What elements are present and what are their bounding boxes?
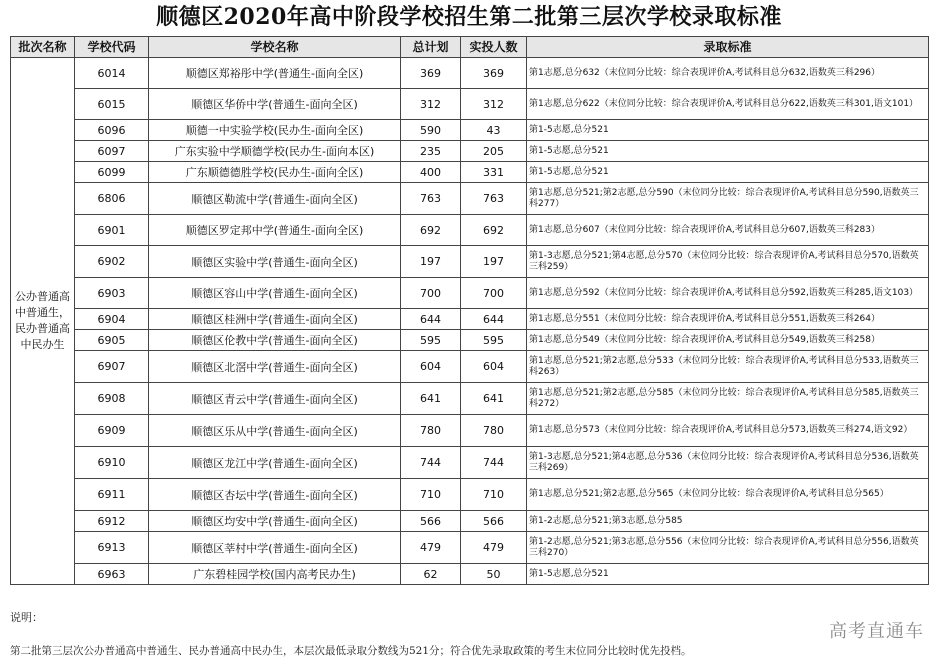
admission-standard-cell: 第1志愿,总分622（末位同分比较：综合表现评价A,考试科目总分622,语数英三科301,语文101） [527, 89, 929, 120]
admission-standard-cell: 第1志愿,总分551（末位同分比较：综合表现评价A,考试科目总分551,语数英三科264） [527, 309, 929, 330]
table-row [11, 415, 929, 447]
total-plan-cell: 710 [401, 479, 461, 511]
school-name-cell: 顺德区杏坛中学(普通生-面向全区) [149, 479, 401, 511]
admission-standard-cell: 第1-2志愿,总分521;第3志愿,总分585 [527, 511, 929, 532]
admission-standard-cell: 第1志愿,总分549（末位同分比较：综合表现评价A,考试科目总分549,语数英三科258） [527, 330, 929, 351]
table-header-row [11, 37, 929, 58]
school-code-cell: 6097 [75, 141, 149, 162]
header-school-code: 学校代码 [75, 37, 149, 58]
header-total-plan: 总计划 [401, 37, 461, 58]
applicants-cell: 692 [461, 215, 527, 246]
total-plan-cell: 590 [401, 120, 461, 141]
applicants-cell: 604 [461, 351, 527, 383]
total-plan-cell: 644 [401, 309, 461, 330]
school-code-cell: 6908 [75, 383, 149, 415]
school-name-cell: 顺德区青云中学(普通生-面向全区) [149, 383, 401, 415]
school-name-cell: 顺德一中实验学校(民办生-面向全区) [149, 120, 401, 141]
table-row [11, 215, 929, 246]
header-applicants: 实投人数 [461, 37, 527, 58]
table-row [11, 447, 929, 479]
school-code-cell: 6913 [75, 532, 149, 564]
total-plan-cell: 763 [401, 183, 461, 215]
total-plan-cell: 700 [401, 278, 461, 309]
school-code-cell: 6099 [75, 162, 149, 183]
batch-category-cell: 公办普通高中普通生，民办普通高中民办生 [11, 58, 75, 585]
school-name-cell: 顺德区北滘中学(普通生-面向全区) [149, 351, 401, 383]
admission-standard-cell: 第1志愿,总分521;第2志愿,总分590（末位同分比较：综合表现评价A,考试科目总分590,语数英三科277） [527, 183, 929, 215]
school-name-cell: 顺德区容山中学(普通生-面向全区) [149, 278, 401, 309]
admission-standard-cell: 第1-5志愿,总分521 [527, 141, 929, 162]
school-code-cell: 6902 [75, 246, 149, 278]
table-row [11, 511, 929, 532]
school-code-cell: 6907 [75, 351, 149, 383]
admission-standard-cell: 第1-5志愿,总分521 [527, 564, 929, 585]
school-name-cell: 顺德区伦教中学(普通生-面向全区) [149, 330, 401, 351]
applicants-cell: 331 [461, 162, 527, 183]
total-plan-cell: 604 [401, 351, 461, 383]
admission-standard-cell: 第1-3志愿,总分521;第4志愿,总分570（末位同分比较：综合表现评价A,考试科目总分570,语数英三科259） [527, 246, 929, 278]
header-school-name: 学校名称 [149, 37, 401, 58]
applicants-cell: 479 [461, 532, 527, 564]
total-plan-cell: 744 [401, 447, 461, 479]
school-name-cell: 顺德区龙江中学(普通生-面向全区) [149, 447, 401, 479]
applicants-cell: 205 [461, 141, 527, 162]
total-plan-cell: 595 [401, 330, 461, 351]
school-name-cell: 顺德区乐从中学(普通生-面向全区) [149, 415, 401, 447]
note-text: 第二批第三层次公办普通高中普通生、民办普通高中民办生，本层次最低录取分数线为521分；符合优先录取政策的考生末位同分比较时优先投档。 [10, 645, 692, 657]
total-plan-cell: 400 [401, 162, 461, 183]
applicants-cell: 744 [461, 447, 527, 479]
header-admission-standard: 录取标准 [527, 37, 929, 58]
school-code-cell: 6912 [75, 511, 149, 532]
school-code-cell: 6903 [75, 278, 149, 309]
total-plan-cell: 780 [401, 415, 461, 447]
admission-standard-cell: 第1志愿,总分521;第2志愿,总分585（末位同分比较：综合表现评价A,考试科目总分585,语数英三科272） [527, 383, 929, 415]
table-row [11, 330, 929, 351]
applicants-cell: 566 [461, 511, 527, 532]
page-title: 顺德区2020年高中阶段学校招生第二批第三层次学校录取标准 [156, 4, 782, 30]
admission-standard-cell: 第1志愿,总分521;第2志愿,总分565（末位同分比较：综合表现评价A,考试科目总分565） [527, 479, 929, 511]
admission-standard-cell: 第1-2志愿,总分521;第3志愿,总分556（末位同分比较：综合表现评价A,考试科目总分556,语数英三科270） [527, 532, 929, 564]
table-row [11, 162, 929, 183]
admission-standard-cell: 第1志愿,总分592（末位同分比较：综合表现评价A,考试科目总分592,语数英三科285,语文103） [527, 278, 929, 309]
applicants-cell: 700 [461, 278, 527, 309]
school-code-cell: 6910 [75, 447, 149, 479]
school-code-cell: 6911 [75, 479, 149, 511]
total-plan-cell: 312 [401, 89, 461, 120]
school-name-cell: 顺德区桂洲中学(普通生-面向全区) [149, 309, 401, 330]
total-plan-cell: 566 [401, 511, 461, 532]
school-code-cell: 6909 [75, 415, 149, 447]
table-row [11, 141, 929, 162]
note-label: 说明： [10, 611, 43, 624]
applicants-cell: 595 [461, 330, 527, 351]
applicants-cell: 50 [461, 564, 527, 585]
school-code-cell: 6901 [75, 215, 149, 246]
total-plan-cell: 692 [401, 215, 461, 246]
school-name-cell: 顺德区莘村中学(普通生-面向全区) [149, 532, 401, 564]
table-row [11, 564, 929, 585]
applicants-cell: 644 [461, 309, 527, 330]
school-name-cell: 广东碧桂园学校(国内高考民办生) [149, 564, 401, 585]
applicants-cell: 710 [461, 479, 527, 511]
table-row [11, 309, 929, 330]
total-plan-cell: 369 [401, 58, 461, 89]
school-code-cell: 6096 [75, 120, 149, 141]
applicants-cell: 43 [461, 120, 527, 141]
admission-standard-cell: 第1-3志愿,总分521;第4志愿,总分536（末位同分比较：综合表现评价A,考试科目总分536,语数英三科269） [527, 447, 929, 479]
table-body [11, 58, 929, 585]
total-plan-cell: 197 [401, 246, 461, 278]
school-name-cell: 顺德区实验中学(普通生-面向全区) [149, 246, 401, 278]
total-plan-cell: 641 [401, 383, 461, 415]
applicants-cell: 369 [461, 58, 527, 89]
table-row [11, 246, 929, 278]
school-name-cell: 顺德区郑裕彤中学(普通生-面向全区) [149, 58, 401, 89]
school-code-cell: 6905 [75, 330, 149, 351]
applicants-cell: 763 [461, 183, 527, 215]
table-row [11, 183, 929, 215]
school-code-cell: 6014 [75, 58, 149, 89]
applicants-cell: 197 [461, 246, 527, 278]
admission-standard-cell: 第1志愿,总分521;第2志愿,总分533（末位同分比较：综合表现评价A,考试科目总分533,语数英三科263） [527, 351, 929, 383]
admission-standard-cell: 第1-5志愿,总分521 [527, 120, 929, 141]
school-code-cell: 6806 [75, 183, 149, 215]
school-code-cell: 6963 [75, 564, 149, 585]
admission-standard-cell: 第1志愿,总分573（末位同分比较：综合表现评价A,考试科目总分573,语数英三科274,语文92） [527, 415, 929, 447]
total-plan-cell: 62 [401, 564, 461, 585]
table-row [11, 532, 929, 564]
applicants-cell: 780 [461, 415, 527, 447]
school-name-cell: 顺德区罗定邦中学(普通生-面向全区) [149, 215, 401, 246]
admission-standard-cell: 第1-5志愿,总分521 [527, 162, 929, 183]
school-name-cell: 顺德区华侨中学(普通生-面向全区) [149, 89, 401, 120]
admission-standard-cell: 第1志愿,总分632（末位同分比较：综合表现评价A,考试科目总分632,语数英三科296） [527, 58, 929, 89]
watermark-text: 高考直通车 [829, 621, 924, 642]
admission-table [10, 36, 929, 585]
admission-standard-cell: 第1志愿,总分607（末位同分比较：综合表现评价A,考试科目总分607,语数英三科283） [527, 215, 929, 246]
table-row [11, 89, 929, 120]
applicants-cell: 312 [461, 89, 527, 120]
total-plan-cell: 479 [401, 532, 461, 564]
table-row [11, 383, 929, 415]
total-plan-cell: 235 [401, 141, 461, 162]
school-name-cell: 顺德区均安中学(普通生-面向全区) [149, 511, 401, 532]
school-code-cell: 6015 [75, 89, 149, 120]
header-batch-name: 批次名称 [11, 37, 75, 58]
applicants-cell: 641 [461, 383, 527, 415]
school-name-cell: 广东实验中学顺德学校(民办生-面向本区) [149, 141, 401, 162]
table-row [11, 351, 929, 383]
school-name-cell: 广东顺德德胜学校(民办生-面向全区) [149, 162, 401, 183]
school-name-cell: 顺德区勒流中学(普通生-面向全区) [149, 183, 401, 215]
table-row [11, 58, 929, 89]
table-row [11, 479, 929, 511]
table-row [11, 278, 929, 309]
school-code-cell: 6904 [75, 309, 149, 330]
table-row [11, 120, 929, 141]
